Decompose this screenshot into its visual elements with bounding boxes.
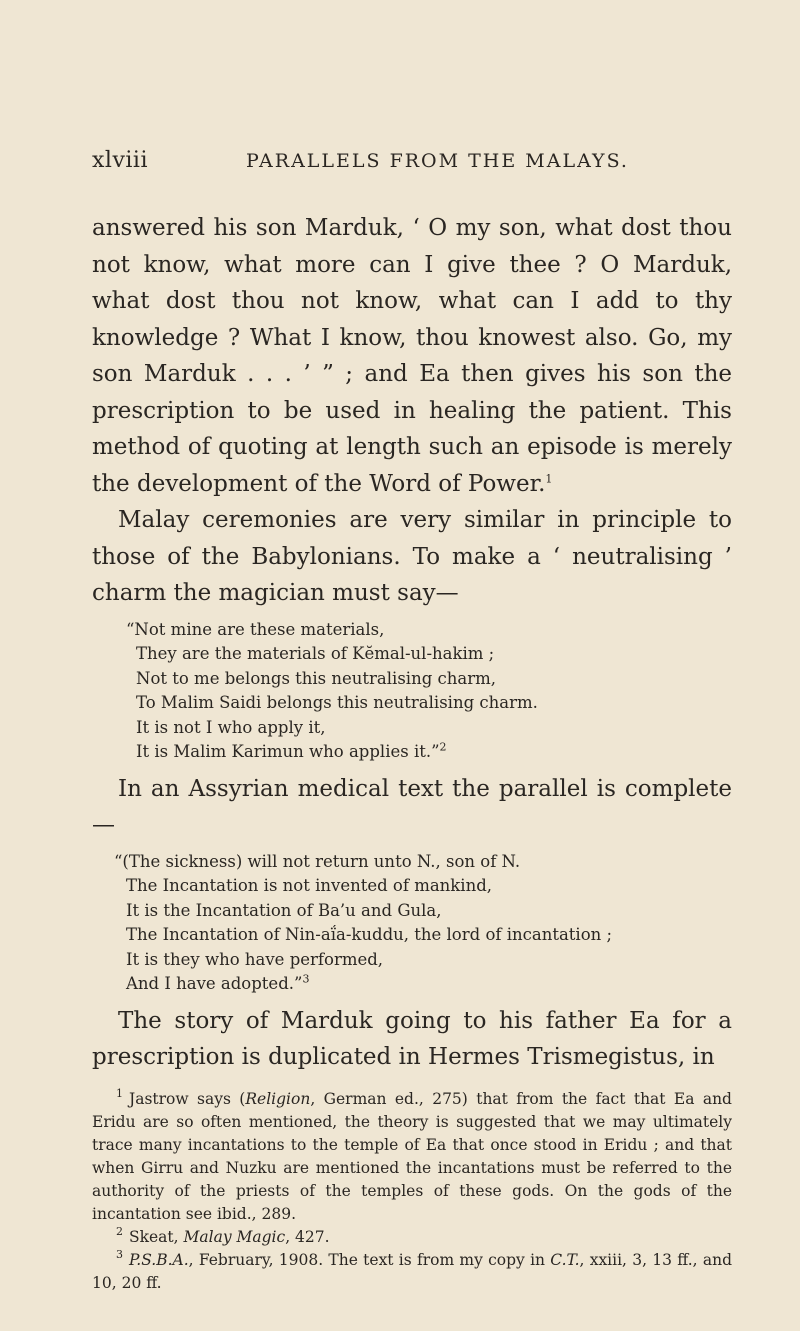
footnote-mark: 2 (116, 1225, 123, 1239)
verse-line: It is they who have performed, (126, 949, 384, 969)
verse-line: They are the materials of Kĕmal-ul-hakim ; (136, 644, 495, 663)
footnote-ref: 1 (545, 471, 553, 485)
footnote-ref: 3 (302, 972, 310, 986)
footnote-text: Skeat, (129, 1227, 184, 1246)
footnote-3 (92, 1249, 732, 1295)
verse-line (126, 740, 732, 765)
footnote-mark: 3 (116, 1248, 123, 1262)
paragraph-malay-ceremonies: Malay ceremonies are very similar in principle to those of the Babylonians. To make a ‘ neutralising ’ charm the magician must say— (92, 507, 732, 606)
page-number: xlviii (92, 148, 148, 173)
verse-line (114, 972, 732, 997)
verse-line: It is the Incantation of Ba’u and Gula, (126, 900, 442, 920)
footnote-text: , February, 1908. The text is from my copy in (188, 1250, 551, 1269)
verse-line: “(The sickness) will not return unto N., son of N. (114, 851, 521, 871)
footnote-text: Jastrow says ( (129, 1089, 246, 1108)
verse-line: “Not mine are these materials, (126, 619, 385, 639)
footnote-title: Religion (245, 1089, 311, 1108)
verse-line: To Malim Saidi belongs this neutralising charm. (136, 693, 538, 712)
verse-line-text: It is Malim Karimun who applies it.” (136, 742, 440, 761)
running-head: PARALLELS FROM THE MALAYS. (246, 150, 629, 172)
page-body (92, 210, 732, 1295)
footnote-text: , German ed., 275) that from the fact that Ea and Eridu are so often mentioned, the theory is suggested that we may ultimately trace many incantations to the temple of Ea that once stood in Eridu ; and that when Girru and Nuzku are mentioned the incantations must be referred to the authority of the priests of the temples of these gods. On the gods of the incantation see ibid., 289. (92, 1089, 732, 1223)
paragraph-assyrian-text: In an Assyrian medical text the parallel is complete— (92, 775, 732, 838)
verse-line: The Incantation of Nin-aḯa-kuddu, the lord of incantation ; (126, 925, 613, 944)
footnote-title: C.T. (550, 1250, 580, 1269)
verse-line: Not to me belongs this neutralising charm, (136, 668, 496, 688)
footnote-text: , 427. (285, 1227, 330, 1246)
footnote-title: P.S.B.A. (129, 1250, 189, 1269)
verse-line: The Incantation is not invented of mankind, (126, 876, 493, 895)
assyrian-incantation-quotation (114, 850, 732, 997)
malay-charm-quotation (126, 618, 732, 765)
footnotes (92, 1088, 732, 1295)
footnote-ref: 2 (439, 740, 447, 754)
verse-line-text: And I have adopted.” (126, 974, 303, 993)
paragraph-marduk-prescription (92, 210, 732, 502)
footnote-text: , xxiii, 3, 13 ff., and 10, 20 ff. (92, 1250, 732, 1292)
footnote-1 (92, 1088, 732, 1226)
paragraph-text: answered his son Marduk, ‘ O my son, what dost thou not know, what more can I give thee ? O Marduk, what dost thou not know, what can I add to thy knowledge ? What I know, thou knowest also. Go, my son Marduk . . . ’ ” ; and Ea then gives his son the prescription to be used in healing the patient. This method of quoting at length such an episode is merely the development of the Word of Power. (92, 215, 732, 497)
footnote-mark: 1 (116, 1087, 123, 1101)
verse-line: It is not I who apply it, (136, 717, 326, 737)
footnote-title: Malay Magic (183, 1227, 286, 1246)
page-header (92, 148, 732, 180)
footnote-2 (92, 1226, 732, 1249)
paragraph-hermes-trismegistus: The story of Marduk going to his father Ea for a prescription is duplicated in Hermes Trismegistus, in (92, 1007, 732, 1070)
